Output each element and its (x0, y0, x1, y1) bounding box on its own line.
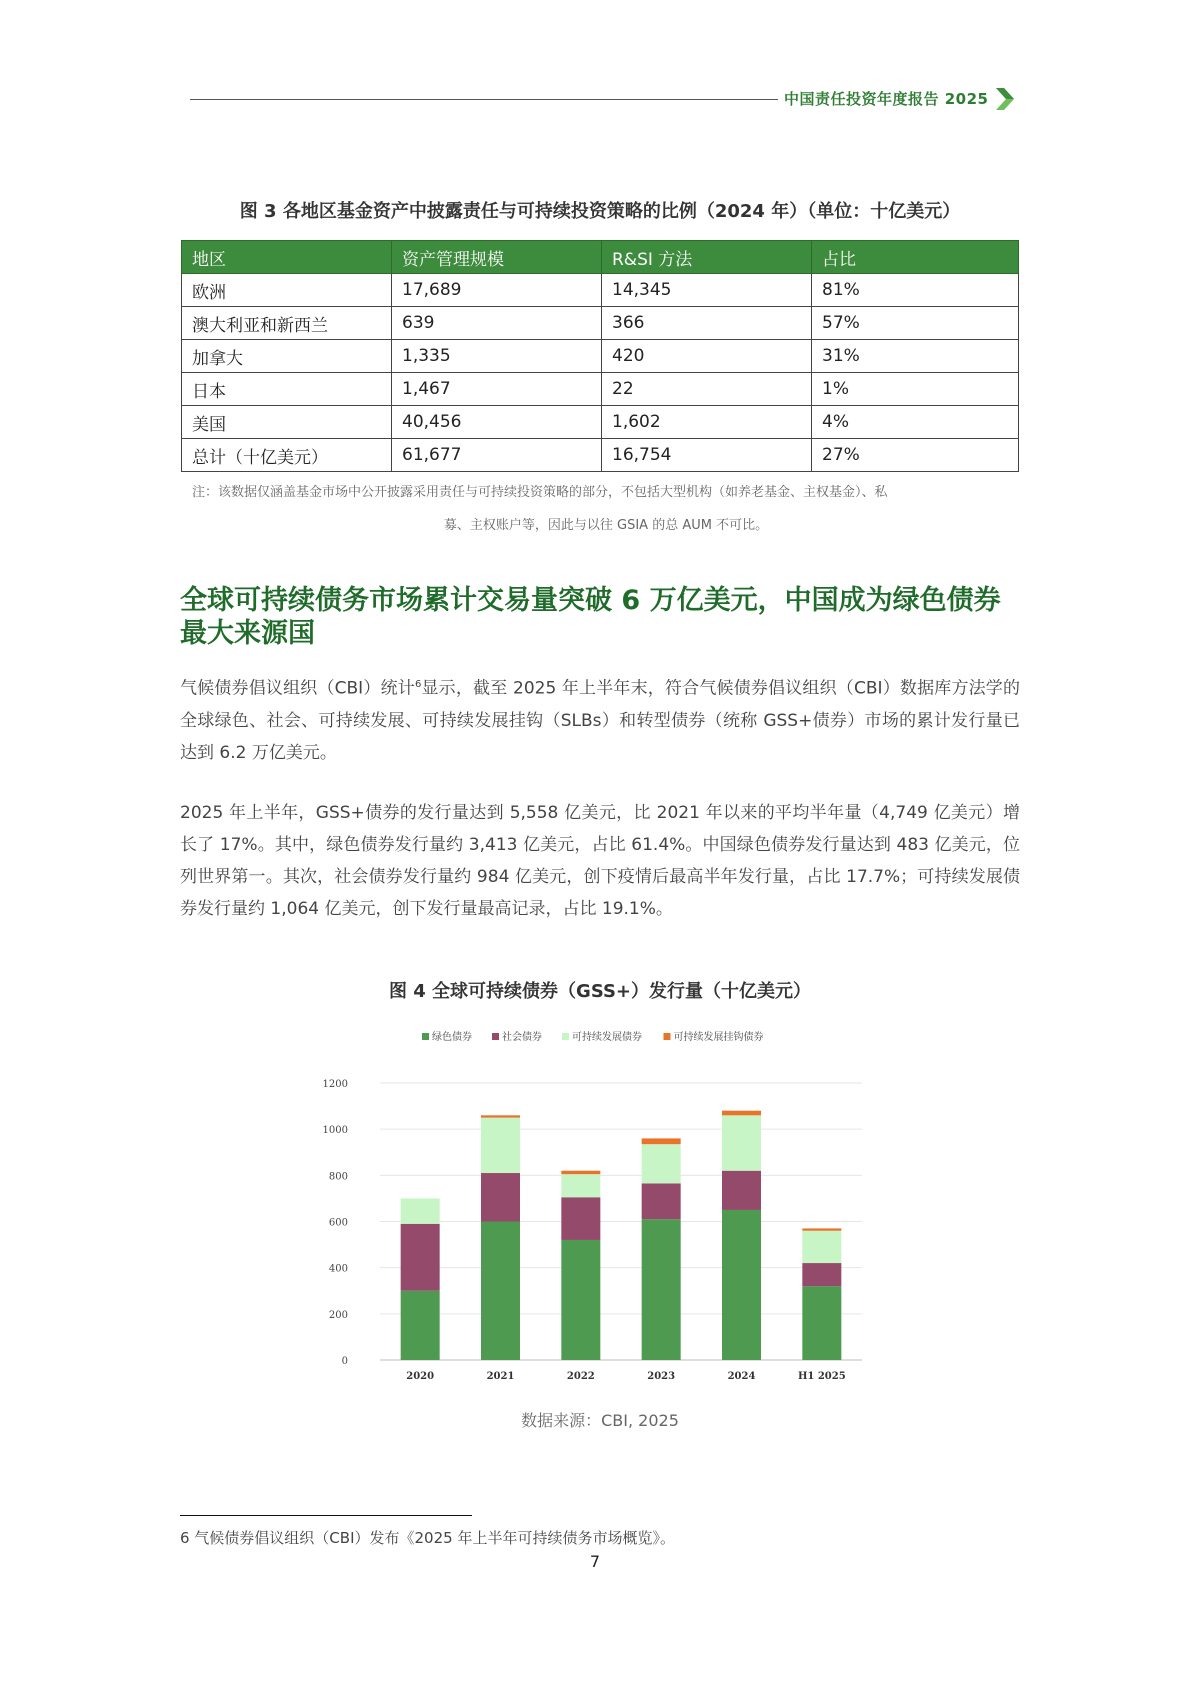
legend-swatch (664, 1033, 671, 1040)
bar-segment (722, 1171, 761, 1210)
section-title (180, 584, 1020, 650)
table-cell: 总计（十亿美元） (182, 439, 392, 472)
table-cell: 27% (812, 439, 1019, 472)
gss-issuance-chart (322, 1025, 870, 1395)
table-cell: 澳大利亚和新西兰 (182, 307, 392, 340)
table-row (182, 307, 1019, 340)
footnote-rule (180, 1515, 472, 1516)
chart-source: 数据来源：CBI, 2025 (521, 1411, 679, 1430)
table-cell: 57% (812, 307, 1019, 340)
table-row (182, 439, 1019, 472)
bar-segment (722, 1115, 761, 1170)
figure3-caption: 图 3 各地区基金资产中披露责任与可持续投资策略的比例（2024 年）（单位：十亿美元） (239, 201, 961, 222)
section-title-line2: 最大来源国 (180, 618, 315, 649)
table-cell: 420 (602, 340, 812, 373)
bar-segment (561, 1240, 600, 1360)
bar-segment (802, 1263, 841, 1286)
table-cell: 加拿大 (182, 340, 392, 373)
table-header-row (182, 241, 1019, 274)
column-header: 占比 (812, 241, 1019, 274)
table-cell: 22 (602, 373, 812, 406)
bar-segment (561, 1171, 600, 1174)
y-tick-label: 1200 (322, 1079, 348, 1090)
bar-segment (642, 1183, 681, 1219)
legend-swatch (422, 1033, 429, 1040)
table-cell: 1,467 (392, 373, 602, 406)
paragraph-1 (180, 669, 1020, 769)
legend-label: 绿色债券 (432, 1032, 472, 1043)
table-cell: 639 (392, 307, 602, 340)
bar-segment (722, 1111, 761, 1116)
table-cell: 1% (812, 373, 1019, 406)
bar-segment (802, 1228, 841, 1230)
table-cell: 366 (602, 307, 812, 340)
paragraph-1-text-b: 显示，截至 2025 年上半年末，符合气候债券倡议组织（CBI）数据库方法学的全球绿色、社会、可持续发展、可持续发展挂钩（SLBs）和转型债券（统称 GSS+债券）市场的累计发行量已达到 6.2 万亿美元。 (180, 678, 1020, 763)
column-header: R&SI 方法 (602, 241, 812, 274)
legend-label: 可持续发展债券 (572, 1032, 642, 1043)
y-tick-label: 800 (328, 1171, 348, 1183)
legend-label: 可持续发展挂钩债券 (673, 1032, 764, 1043)
bar-segment (401, 1198, 440, 1223)
bar-segment (401, 1291, 440, 1360)
figure4-caption: 图 4 全球可持续债券（GSS+）发行量（十亿美元） (388, 981, 812, 1002)
table-note-line2: 募、主权账户等，因此与以往 GSIA 的总 AUM 不可比。 (443, 518, 769, 533)
y-tick-label: 0 (341, 1356, 348, 1367)
x-tick-label: 2024 (727, 1371, 756, 1382)
x-tick-label: 2021 (486, 1371, 515, 1382)
table-cell: 31% (812, 340, 1019, 373)
bar-segment (561, 1174, 600, 1197)
x-tick-label: H1 2025 (797, 1371, 846, 1382)
footnote-ref[interactable]: 6 (414, 679, 422, 690)
column-header: 资产管理规模 (392, 241, 602, 274)
table-cell: 14,345 (602, 274, 812, 307)
bar-segment (642, 1219, 681, 1360)
section-title-line1: 全球可持续债务市场累计交易量突破 6 万亿美元，中国成为绿色债券 (180, 585, 1001, 616)
paragraph-1-text-a: 气候债券倡议组织（CBI）统计 (180, 678, 415, 699)
y-tick-label: 600 (328, 1217, 348, 1229)
table-cell: 1,602 (602, 406, 812, 439)
bar-segment (401, 1224, 440, 1291)
x-tick-label: 2022 (566, 1371, 595, 1382)
legend-swatch (492, 1033, 499, 1040)
bar-segment (802, 1231, 841, 1263)
bar-segment (481, 1118, 520, 1173)
table-cell: 40,456 (392, 406, 602, 439)
legend-label: 社会债券 (502, 1032, 542, 1043)
table-cell: 1,335 (392, 340, 602, 373)
y-tick-label: 400 (328, 1263, 348, 1275)
table-row (182, 340, 1019, 373)
bar-segment (481, 1222, 520, 1361)
bar-segment (561, 1197, 600, 1240)
bar-segment (642, 1138, 681, 1144)
bar-segment (481, 1173, 520, 1221)
region-table (181, 240, 1019, 472)
x-tick-label: 2020 (406, 1371, 435, 1382)
table-cell: 17,689 (392, 274, 602, 307)
column-header: 地区 (182, 241, 392, 274)
legend-swatch (562, 1033, 569, 1040)
table-cell: 美国 (182, 406, 392, 439)
chevron-right-icon (996, 88, 1014, 110)
table-cell: 61,677 (392, 439, 602, 472)
table-cell: 81% (812, 274, 1019, 307)
footnote: 6 气候债券倡议组织（CBI）发布《2025 年上半年可持续债务市场概览》。 (180, 1529, 675, 1547)
table-cell: 4% (812, 406, 1019, 439)
table-row (182, 373, 1019, 406)
table-note-line1: 注：该数据仅涵盖基金市场中公开披露采用责任与可持续投资策略的部分，不包括大型机构（如养老基金、主权基金）、私 (192, 485, 888, 500)
page-number: 7 (589, 1552, 601, 1571)
bar-segment (722, 1210, 761, 1360)
bar-segment (642, 1144, 681, 1183)
table-row (182, 406, 1019, 439)
table-cell: 欧洲 (182, 274, 392, 307)
table-note (192, 476, 1020, 542)
table-row (182, 274, 1019, 307)
x-tick-label: 2023 (647, 1371, 676, 1382)
y-tick-label: 1000 (322, 1125, 348, 1137)
paragraph-2: 2025 年上半年，GSS+债券的发行量达到 5,558 亿美元，比 2021 年以来的平均半年量（4,749 亿美元）增长了 17%。其中，绿色债券发行量约 3,413 亿美元，占比 61.4%。中国绿色债券发行量达到 483 亿美元，位列世界第一。其次，社会债券发行量约 984 亿美元，创下疫情后最高半年发行量，占比 17.7%；可持续发展债券发行量约 1,064 亿美元，创下发行量最高记录，占比 19.1%。 (180, 803, 1020, 919)
bar-segment (481, 1115, 520, 1117)
bar-segment (802, 1286, 841, 1360)
table-cell: 16,754 (602, 439, 812, 472)
header-rule (190, 99, 778, 100)
y-tick-label: 200 (328, 1309, 348, 1321)
report-title: 中国责任投资年度报告 2025 (784, 90, 989, 108)
table-cell: 日本 (182, 373, 392, 406)
